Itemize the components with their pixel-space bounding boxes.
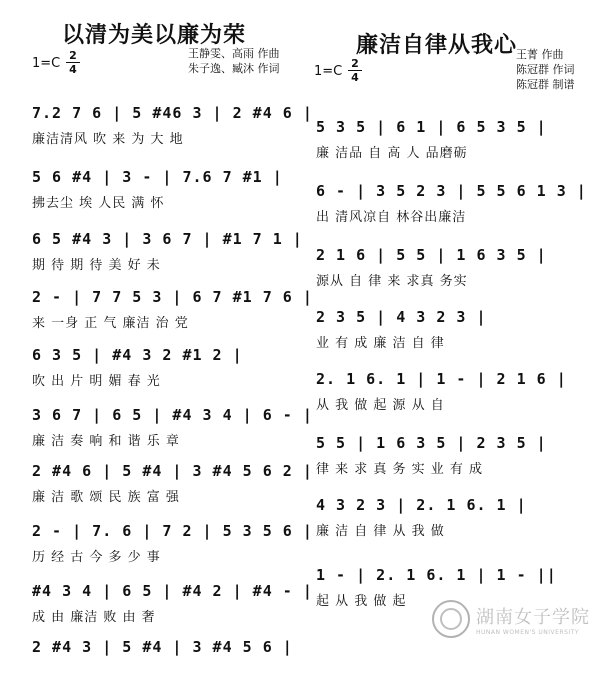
right-credit-lyrics: 陈冠群 作词 [516,63,575,76]
left-credit-lyrics: 朱子逸、臧沐 作词 [188,62,280,75]
right-time-bottom: 4 [351,71,359,84]
lyrics: 廉 洁品 自 高 人 品磨砺 [316,146,468,161]
lyrics: 出 清风凉自 林谷出廉洁 [316,210,467,225]
notes: 2 3 5 | 4 3 2 3 | [316,308,487,326]
notes: 5 3 5 | 6 1 | 6 5 3 5 | [316,118,547,136]
right-song-title: 廉洁自律从我心 [356,33,518,58]
left-line-1 [0,104,313,156]
notes: 2 1 6 | 5 5 | 1 6 3 5 | [316,246,547,264]
notes: 2 #4 6 | 5 #4 | 3 #4 5 6 2 | [32,462,313,480]
left-song-title: 以清为美以廉为荣 [62,23,247,48]
left-line-7 [0,462,313,514]
watermark-english: HUNAN WOMEN'S UNIVERSITY [476,628,579,636]
right-line-1 [300,118,600,170]
left-line-10 [0,638,300,690]
lyrics: 业 有 成 廉 洁 自 律 [316,336,445,351]
lyrics: 从 我 做 起 源 从 自 [316,398,445,413]
notes: 6 3 5 | #4 3 2 #1 2 | [32,346,243,364]
left-line-9 [0,582,313,634]
seal-inner-ring [440,608,462,630]
notes: 5 6 #4 | 3 - | 7.6 7 #1 | [32,168,283,186]
notes: 6 5 #4 3 | 3 6 7 | #1 7 1 | [32,230,303,248]
right-score-sheet [300,0,600,656]
right-time-signature [348,58,362,83]
lyrics: 廉 洁 奏 响 和 谐 乐 章 [32,434,180,449]
lyrics: 廉 洁 自 律 从 我 做 [316,524,445,539]
notes: 5 5 | 1 6 3 5 | 2 3 5 | [316,434,547,452]
left-line-4 [0,288,313,340]
right-credit-music: 王菁 作曲 [516,48,564,61]
right-line-4 [300,308,600,360]
left-line-3 [0,230,303,282]
lyrics: 源从 自 律 来 求真 务实 [316,274,468,289]
watermark-text [476,603,590,636]
left-line-8 [0,522,313,574]
right-line-6 [300,434,600,486]
left-line-5 [0,346,300,398]
left-credit-music: 王静雯、高雨 作曲 [188,47,280,60]
lyrics: 成 由 廉洁 败 由 奢 [32,610,156,625]
left-key-signature: 1=C [32,56,61,71]
lyrics: 律 来 求 真 务 实 业 有 成 [316,462,484,477]
watermark-chinese: 湖南女子学院 [476,606,590,628]
left-line-2 [0,168,300,220]
lyrics: 廉洁清风 吹 来 为 大 地 [32,132,184,147]
left-time-bottom: 4 [69,63,77,76]
notes: 3 6 7 | 6 5 | #4 3 4 | 6 - | [32,406,313,424]
lyrics: 历 经 古 今 多 少 事 [32,550,161,565]
notes: 2. 1 6. 1 | 1 - | 2 1 6 | [316,370,567,388]
right-line-3 [300,246,600,298]
right-credit-arrange: 陈冠群 制谱 [516,78,575,91]
right-line-2 [300,182,600,234]
notes: 1 - | 2. 1 6. 1 | 1 - || [316,566,557,584]
notes: 2 - | 7 7 5 3 | 6 7 #1 7 6 | [32,288,313,306]
right-line-5 [300,370,600,422]
university-watermark [432,600,590,638]
notes: 4 3 2 3 | 2. 1 6. 1 | [316,496,527,514]
left-time-top: 2 [69,49,77,62]
right-key-signature: 1=C [314,64,343,79]
lyrics: 期 待 期 待 美 好 未 [32,258,161,273]
left-time-signature [66,50,80,75]
right-time-top: 2 [351,57,359,70]
right-line-7 [300,496,600,548]
notes: 6 - | 3 5 2 3 | 5 5 6 1 3 | [316,182,587,200]
notes: 7.2 7 6 | 5 #46 3 | 2 #4 6 | [32,104,313,122]
notes: 2 - | 7. 6 | 7 2 | 5 3 5 6 | [32,522,313,540]
lyrics: 来 一身 正 气 廉洁 治 党 [32,316,189,331]
lyrics: 起 从 我 做 起 [316,594,407,609]
notes: 2 #4 3 | 5 #4 | 3 #4 5 6 | [32,638,293,656]
left-score-sheet [0,0,313,656]
lyrics: 拂去尘 埃 人民 满 怀 [32,196,165,211]
lyrics: 吹 出 片 明 媚 春 光 [32,374,161,389]
notes: #4 3 4 | 6 5 | #4 2 | #4 - | [32,582,313,600]
university-seal-icon [432,600,470,638]
left-line-6 [0,406,313,458]
lyrics: 廉 洁 歌 颂 民 族 富 强 [32,490,180,505]
